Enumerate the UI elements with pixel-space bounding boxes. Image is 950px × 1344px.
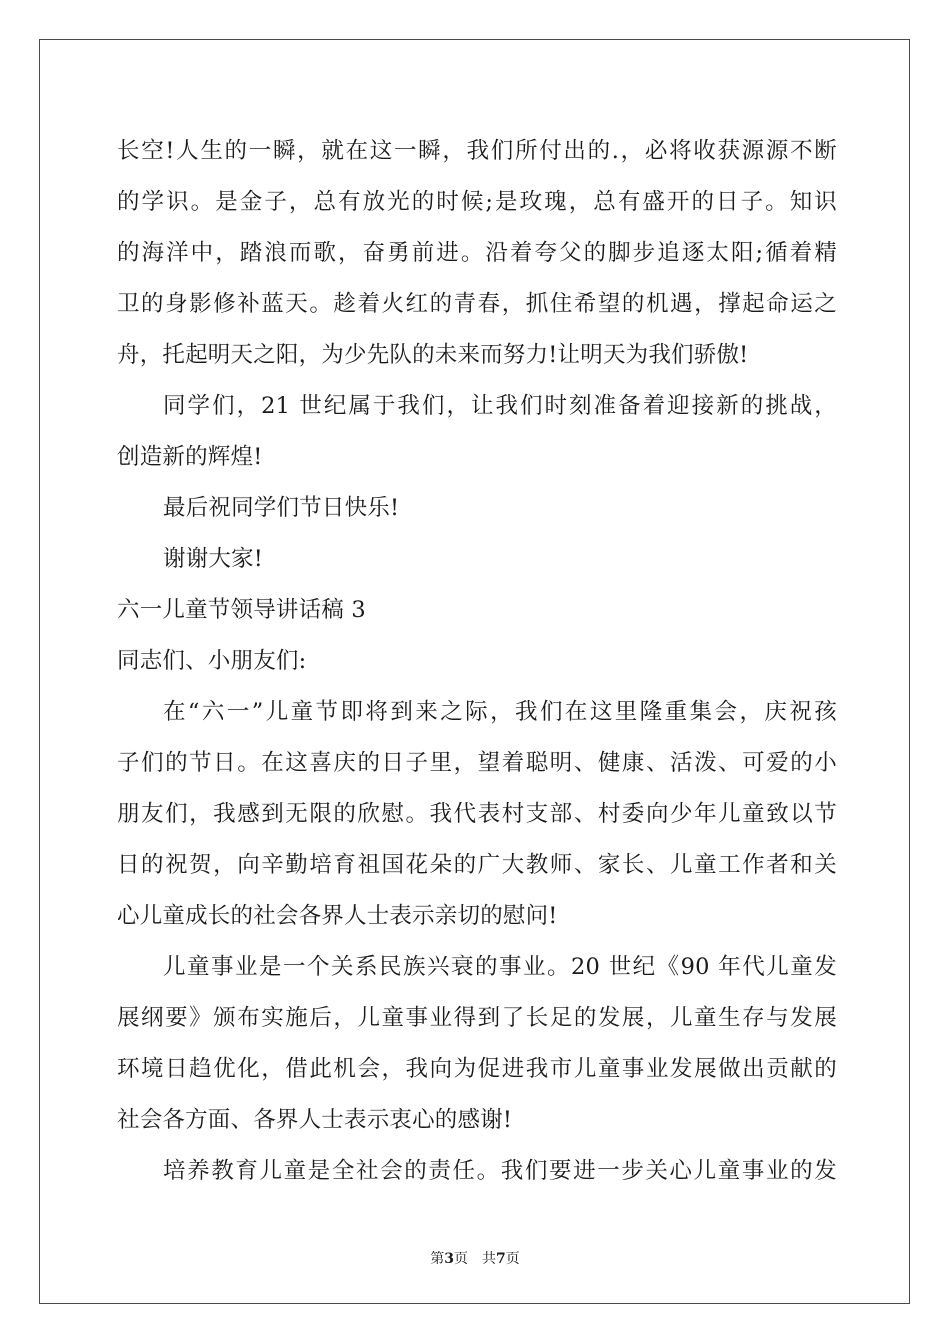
text-line: 儿童事业是一个关系民族兴衰的事业。20 世纪《90 年代儿童发 bbox=[163, 954, 837, 980]
text-line: 舟，托起明天之阳，为少先队的未来而努力!让明天为我们骄傲! bbox=[117, 342, 749, 368]
text-line: 谢谢大家! bbox=[163, 546, 264, 572]
page-prefix: 第 bbox=[430, 1251, 445, 1267]
text-line: 在“六一”儿童节即将到来之际，我们在这里隆重集会，庆祝孩 bbox=[163, 699, 837, 725]
text-line: 最后祝同学们节日快乐! bbox=[163, 495, 400, 521]
text-line: 长空!人生的一瞬，就在这一瞬，我们所付出的.，必将收获源源不断 bbox=[117, 138, 837, 164]
text-line: 的海洋中，踏浪而歌，奋勇前进。沿着夸父的脚步追逐太阳;循着精 bbox=[117, 240, 837, 266]
text-line: 朋友们，我感到无限的欣慰。我代表村支部、村委向少年儿童致以节 bbox=[117, 801, 837, 827]
text-line: 社会各方面、各界人士表示衷心的感谢! bbox=[117, 1107, 513, 1133]
text-line: 卫的身影修补蓝天。趁着火红的青春，抓住希望的机遇，撑起命运之 bbox=[117, 291, 837, 317]
section-heading: 六一儿童节领导讲话稿 3 bbox=[117, 597, 366, 623]
text-line: 心儿童成长的社会各界人士表示亲切的慰问! bbox=[117, 903, 558, 929]
text-line: 子们的节日。在这喜庆的日子里，望着聪明、健康、活泼、可爱的小 bbox=[117, 750, 837, 776]
page-number-footer bbox=[0, 1248, 950, 1268]
document-body bbox=[117, 126, 837, 1197]
text-line: 同学们，21 世纪属于我们，让我们时刻准备着迎接新的挑战， bbox=[163, 393, 837, 419]
total-suffix: 页 bbox=[505, 1251, 520, 1267]
text-line: 培养教育儿童是全社会的责任。我们要进一步关心儿童事业的发 bbox=[163, 1158, 837, 1184]
text-line: 展纲要》颁布实施后，儿童事业得到了长足的发展，儿童生存与发展 bbox=[117, 1005, 837, 1031]
text-line: 的学识。是金子，总有放光的时候;是玫瑰，总有盛开的日子。知识 bbox=[117, 189, 837, 215]
text-line: 环境日趋优化，借此机会，我向为促进我市儿童事业发展做出贡献的 bbox=[117, 1056, 837, 1082]
current-page-number: 3 bbox=[444, 1251, 454, 1267]
page-suffix: 页 bbox=[454, 1251, 468, 1267]
salutation: 同志们、小朋友们: bbox=[117, 648, 307, 674]
text-line: 创造新的辉煌! bbox=[117, 444, 263, 470]
total-prefix: 共 bbox=[482, 1251, 496, 1267]
total-page-count: 7 bbox=[496, 1251, 506, 1267]
text-line: 日的祝贺，向辛勤培育祖国花朵的广大教师、家长、儿童工作者和关 bbox=[117, 852, 837, 878]
